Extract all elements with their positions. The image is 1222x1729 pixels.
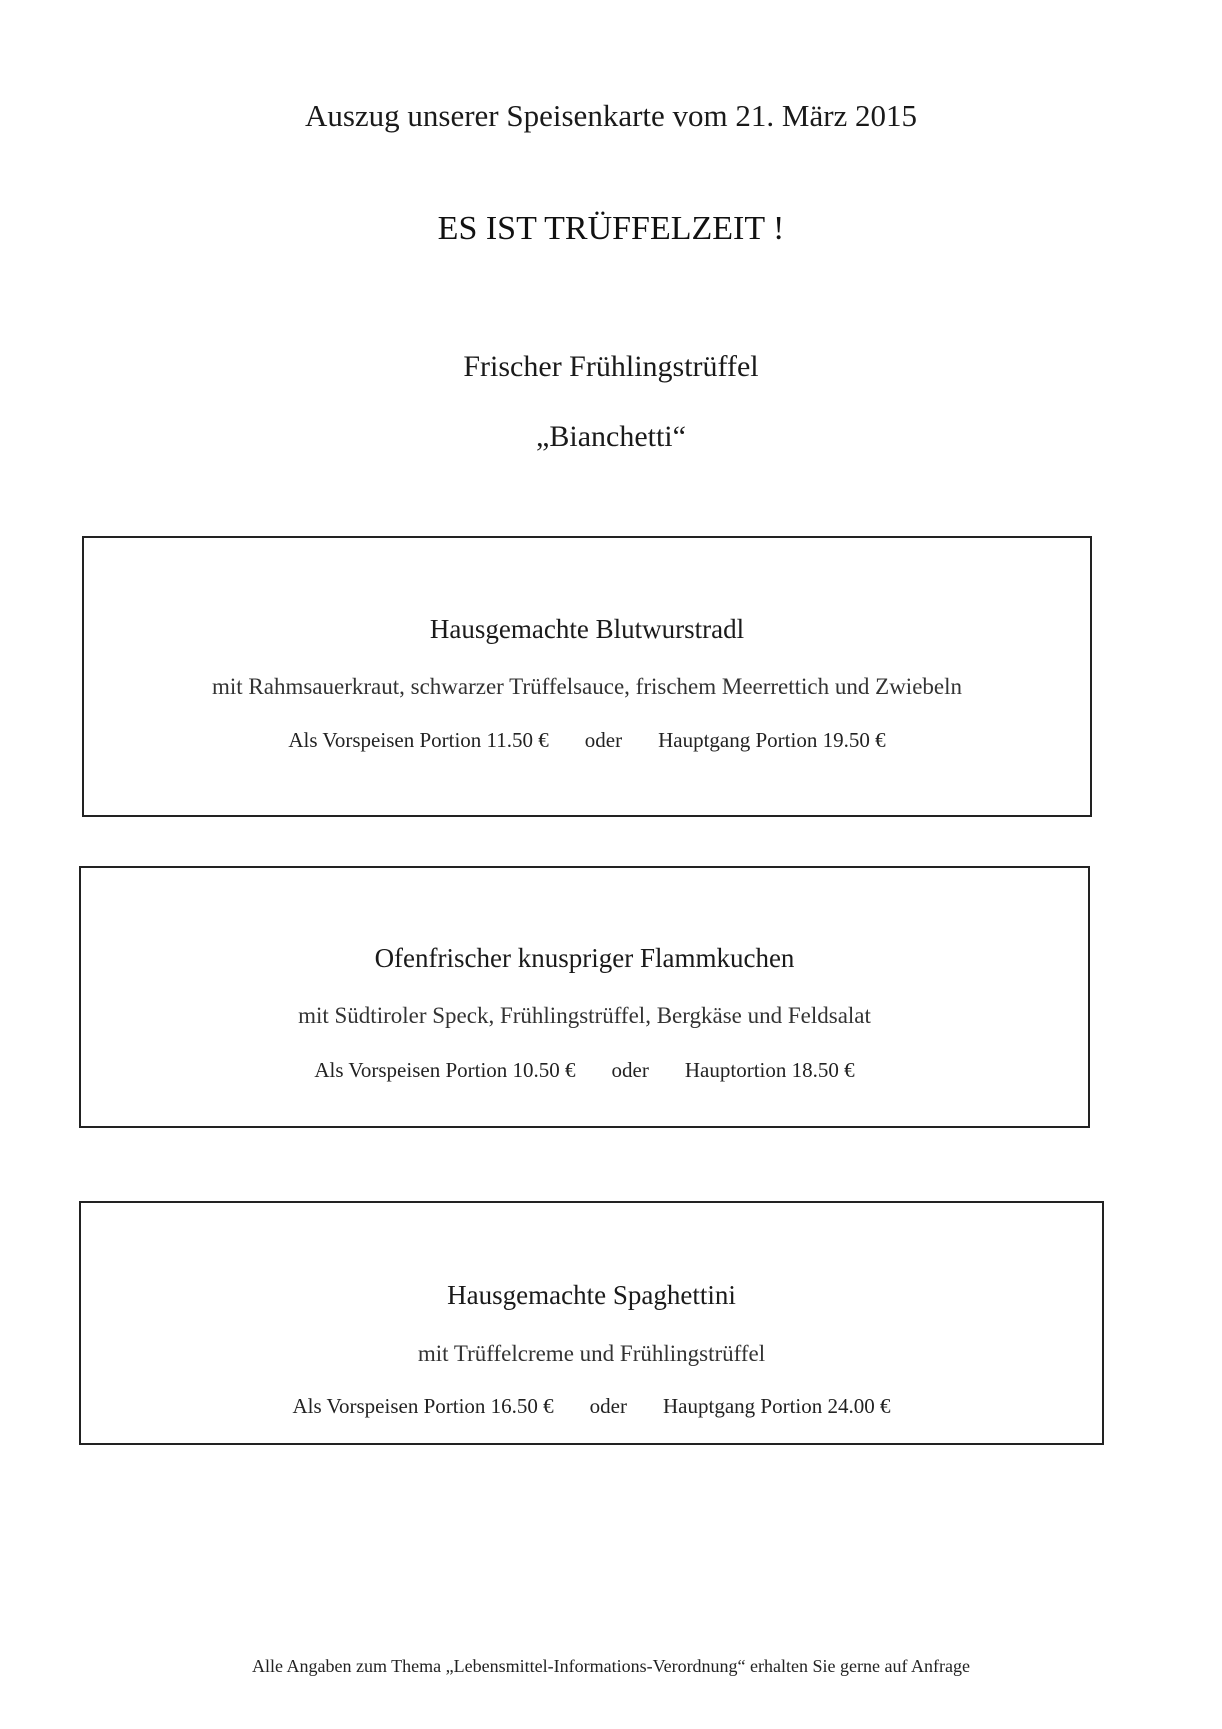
menu-headline: ES IST TRÜFFELZEIT !	[437, 210, 785, 247]
dish-prices	[84, 728, 1090, 753]
dish-name: Ofenfrischer knuspriger Flammkuchen	[374, 943, 795, 973]
main-price: Hauptgang Portion 19.50 €	[658, 728, 886, 752]
dish-name: Hausgemachte Spaghettini	[447, 1280, 736, 1310]
starter-price: Als Vorspeisen Portion 11.50 €	[288, 728, 549, 752]
dish-name: Hausgemachte Blutwurstradl	[429, 614, 745, 644]
dish-prices	[81, 1058, 1088, 1083]
dish-card	[79, 1201, 1104, 1445]
main-price: Hauptgang Portion 24.00 €	[663, 1394, 891, 1418]
price-connector: oder	[611, 1058, 649, 1082]
price-connector: oder	[584, 728, 623, 752]
footer-note: Alle Angaben zum Thema „Lebensmittel-Informations-Verordnung“ erhalten Sie gerne auf Anfrage	[252, 1656, 970, 1676]
truffle-name: Frischer Frühlingstrüffel	[463, 350, 759, 383]
price-connector: oder	[589, 1394, 627, 1418]
dish-card	[79, 866, 1090, 1128]
dish-description: mit Trüffelcreme und Frühlingstrüffel	[417, 1341, 766, 1366]
truffle-variety: „Bianchetti“	[536, 420, 686, 453]
dish-card	[82, 536, 1092, 817]
main-price: Hauptortion 18.50 €	[684, 1058, 855, 1082]
dish-description: mit Rahmsauerkraut, schwarzer Trüffelsauce, frischem Meerrettich und Zwiebeln	[211, 674, 962, 699]
dish-description: mit Südtiroler Speck, Frühlingstrüffel, Bergkäse und Feldsalat	[298, 1003, 871, 1028]
dish-prices	[81, 1394, 1102, 1419]
starter-price: Als Vorspeisen Portion 10.50 €	[314, 1058, 576, 1082]
menu-subtitle: Auszug unserer Speisenkarte vom 21. März 2015	[304, 98, 918, 133]
starter-price: Als Vorspeisen Portion 16.50 €	[292, 1394, 554, 1418]
